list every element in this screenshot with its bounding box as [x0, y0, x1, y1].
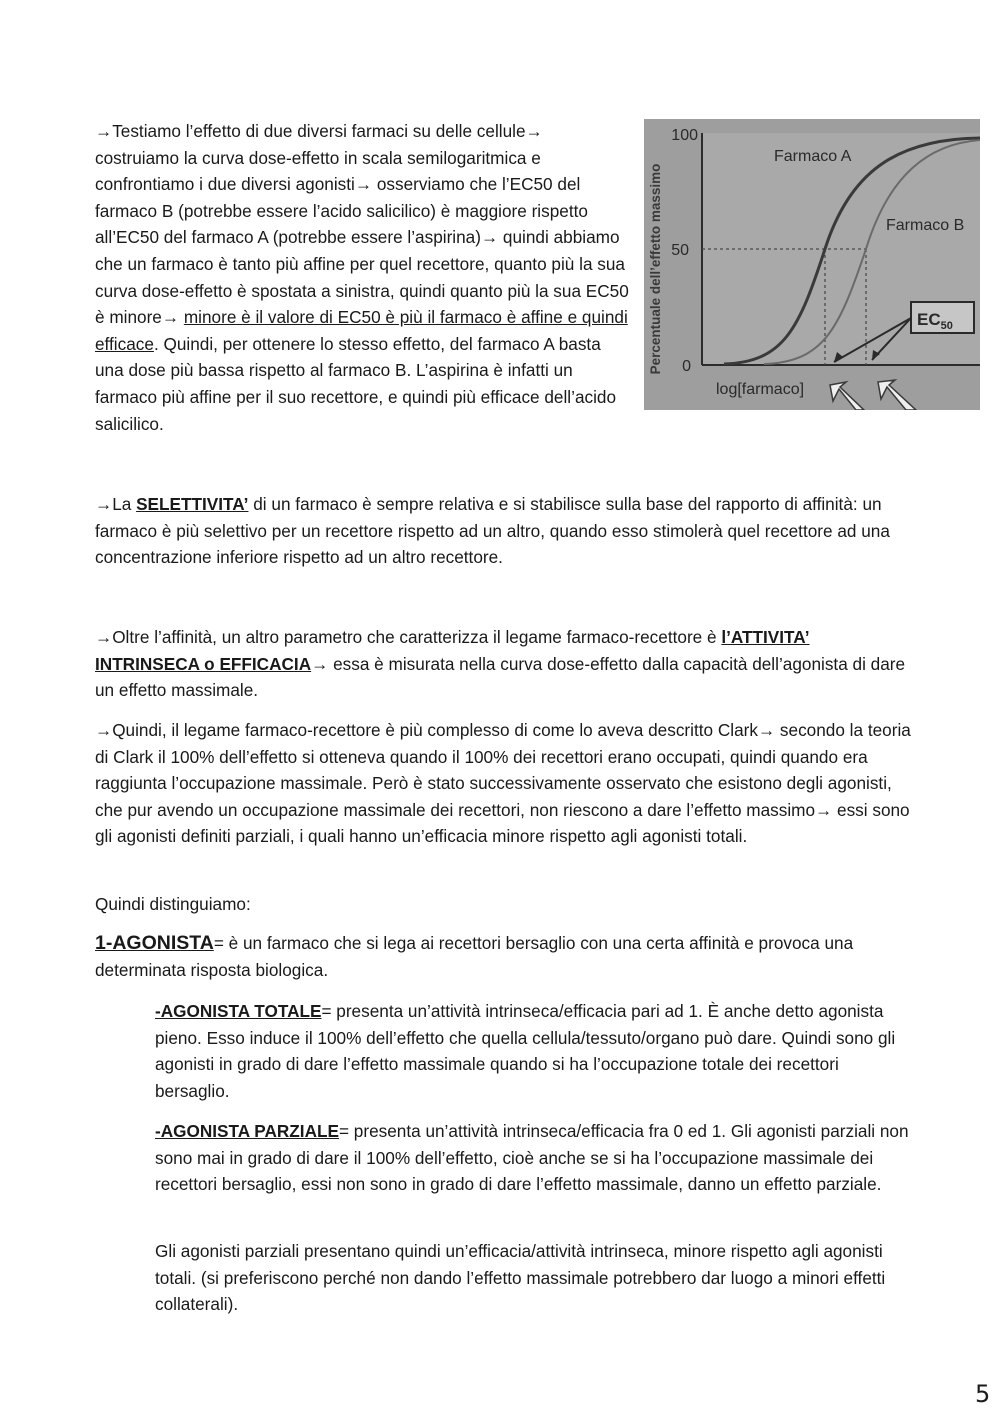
agonista-parziale-definition: -AGONISTA PARZIALE= presenta un’attività intrinseca/efficacia fra 0 ed 1. Gli agonisti parziali non sono mai in grado di dare il 100% dell’effetto, cioè anche se si ha l’occupazione massimale dei recettori bersaglio, essi non sono in grado di dare l’effetto massimale, danno un effetto parziale. [155, 1121, 909, 1195]
label-farmaco-b: Farmaco B [886, 217, 965, 234]
arrow-icon: → [161, 307, 180, 328]
dose-effect-figure [644, 119, 980, 410]
clark-paragraph: →Quindi, il legame farmaco-recettore è più complesso di come lo aveva descritto Clark→ secondo la teoria di Clark il 100% dell’effetto si otteneva quando il 100% dei recettori erano occupati, quindi quando era raggiunta l’occupazione massimale. Però è stato successivamente osservato che esistono degli agonisti, che pur avendo un occupazione massimale dei recettori, non riescono a dare l’effetto massimo→ essi sono gli agonisti definiti parziali, i quali hanno un’efficacia minore rispetto agli agonisti totali. [95, 720, 911, 847]
selettivita-paragraph: →La SELETTIVITA’ di un farmaco è sempre relativa e si stabilisce sulla base del rapporto di affinità: un farmaco è più selettivo per un recettore rispetto ad un altro, quando esso stimolerà quel recettore ad una concentrazione inferiore rispetto ad un altro recettore. [95, 494, 890, 568]
attivita-term: l’ATTIVITA’ INTRINSECA o EFFICACIA [95, 627, 810, 674]
agonista-definition: 1-AGONISTA= è un farmaco che si lega ai recettori bersaglio con una certa affinità e provoca una determinata risposta biologica. [95, 932, 854, 980]
arrow-icon: → [525, 121, 543, 141]
arrow-icon: → [95, 494, 113, 514]
tick-0: 0 [682, 358, 691, 375]
arrow-icon: → [354, 174, 373, 195]
distinguiamo-line: Quindi distinguiamo: [95, 894, 251, 914]
intro-paragraph: →Testiamo l’effetto di due diversi farmaci su delle cellule→ costruiamo la curva dose-effetto in scala semilogaritmica e confrontiamo i due diversi agonisti→ osserviamo che l’EC50 del farmaco B (potrebbe essere l’acido salicilico) è maggiore rispetto all’EC50 del farmaco A (potrebbe essere l’aspirina)→ quindi abbiamo che un farmaco è tanto più affine per quel recettore, quanto più la sua curva dose-effetto è spostata a sinistra, quindi quanto più la sua EC50 è minore→ minore è il valore di EC50 è più il farmaco è affine e quindi efficace. Quindi, per ottenere lo stesso effetto, del farmaco A basta una dose più bassa rispetto al farmaco B. L’aspirina è infatti un farmaco più affine per il suo recettore, e quindi più efficace dell’acido salicilico. [95, 121, 629, 434]
arrow-icon: → [311, 653, 329, 674]
agonista-totale-definition: -AGONISTA TOTALE= presenta un’attività intrinseca/efficacia pari ad 1. È anche detto agonista pieno. Esso induce il 100% dell’effetto che quella cellula/tessuto/organo può dare. Quindi sono gli agonisti in grado di dare l’effetto massimale quando si ha l’occupazione totale dei recettori bersaglio. [155, 1001, 896, 1101]
arrow-icon: → [815, 799, 833, 820]
page-number: 5 [975, 1380, 991, 1408]
x-axis-label: log[farmaco] [716, 381, 805, 398]
y-axis-label: Percentuale dell’effetto massimo [648, 163, 663, 375]
arrow-icon: → [95, 121, 113, 141]
agonista-totale-term: -AGONISTA TOTALE [155, 1001, 322, 1021]
agonisti-parziali-note: Gli agonisti parziali presentano quindi un’efficacia/attività intrinseca, minore rispetto agli agonisti totali. (si preferiscono perché non dando l’effetto massimale potrebbero dar luogo a minori effetti collaterali). [155, 1241, 886, 1315]
arrow-icon: → [480, 227, 499, 248]
ec50-label: $EC_{50}$ [917, 310, 953, 332]
tick-50: 50 [671, 242, 689, 259]
attivita-paragraph: →Oltre l’affinità, un altro parametro che caratterizza il legame farmaco-recettore è l’ATTIVITA’ INTRINSECA o EFFICACIA→ essa è misurata nella curva dose-effetto dalla capacità dell’agonista di dare un effetto massimale. [95, 627, 906, 701]
tick-100: 100 [671, 127, 698, 144]
ec50-conclusion: minore è il valore di EC50 è più il farmaco è affine e quindi efficace [95, 307, 628, 354]
agonista-term: 1-AGONISTA [95, 932, 214, 954]
arrow-icon: → [757, 720, 776, 740]
arrow-icon: → [95, 720, 113, 740]
selettivita-term: SELETTIVITA’ [136, 494, 249, 514]
agonista-parziale-term: -AGONISTA PARZIALE [155, 1121, 339, 1141]
label-farmaco-a: Farmaco A [774, 148, 852, 165]
arrow-icon: → [95, 627, 113, 647]
